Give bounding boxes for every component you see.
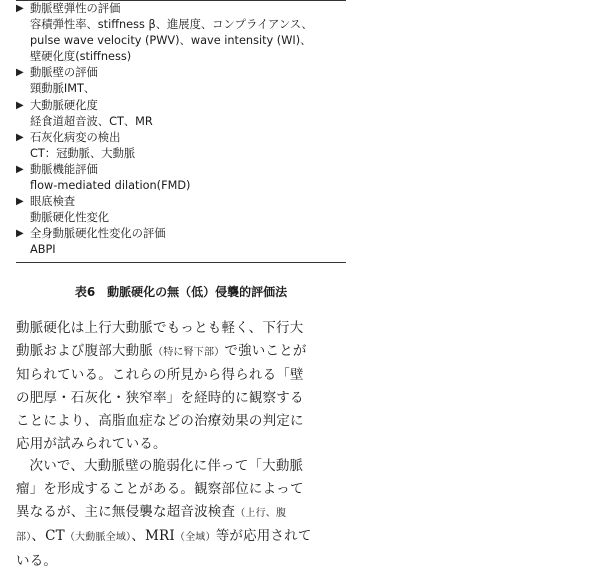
- table-entry: [16, 162, 346, 194]
- entry-heading: 眼底検査: [30, 195, 76, 209]
- paragraph-2-text-b: 、CT: [31, 528, 65, 545]
- entry-heading: 全身動脈硬化性変化の評価: [30, 227, 166, 241]
- arrow-bullet-icon: ▶: [16, 163, 24, 175]
- entry-heading-row: [16, 194, 346, 210]
- arrow-bullet-icon: ▶: [16, 196, 24, 208]
- table-entry: [16, 226, 346, 258]
- paragraph-1: [16, 317, 312, 455]
- table-entry: [16, 1, 346, 65]
- entry-body: ABPI: [30, 243, 56, 257]
- entry-body: flow-mediated dilation(FMD): [30, 179, 191, 193]
- entry-heading-row: [16, 130, 346, 146]
- entry-heading-row: [16, 1, 346, 17]
- arrow-bullet-icon: ▶: [16, 131, 24, 143]
- entry-heading: 石灰化病変の検出: [30, 130, 121, 144]
- entry-heading-row: [16, 162, 346, 178]
- arrow-bullet-icon: ▶: [16, 67, 24, 79]
- table-entry: [16, 65, 346, 97]
- paragraph-1-text-a: 動脈硬化は上行大動脈でもっとも軽く、下行大動脈および腹部大動脈: [16, 320, 304, 359]
- table-entry: [16, 98, 346, 130]
- paragraph-1-note: （特に腎下部）: [153, 346, 225, 358]
- entry-heading: 動脈壁の評価: [30, 66, 98, 80]
- entry-heading: 大動脈硬化度: [30, 98, 98, 112]
- table-entry: [16, 130, 346, 162]
- entry-body: CT：冠動脈、大動脈: [30, 146, 136, 160]
- entry-heading: 動脈機能評価: [30, 162, 98, 176]
- entry-heading-row: [16, 98, 346, 114]
- entry-heading: 動脈壁弾性の評価: [30, 2, 121, 15]
- table-caption: 表6 動脈硬化の無（低）侵襲的評価法: [74, 285, 288, 299]
- entry-body: 動脈硬化性変化: [30, 211, 110, 225]
- entry-body: 頸動脈IMT、: [30, 82, 96, 96]
- table-entry: [16, 194, 346, 226]
- article-body: [16, 317, 312, 573]
- entry-body: 経食道超音波、CT、MR: [30, 114, 153, 128]
- entry-body: 容積弾性率、stiffness β、進展度、コンプライアンス、 pulse wave velocity (PWV)、wave intensity (WI)、 壁硬化度(stiffness): [30, 18, 313, 64]
- paragraph-2-note-3: （全域）: [174, 532, 216, 544]
- paragraph-2-note-2: （大動脈全域）: [64, 532, 132, 544]
- paragraph-2-text-c: 、MRI: [131, 528, 175, 545]
- entry-heading-row: [16, 65, 346, 81]
- arrow-bullet-icon: ▶: [16, 228, 24, 240]
- arrow-bullet-icon: ▶: [16, 3, 24, 14]
- paragraph-2-text-a: 次いで、大動脈壁の脆弱化に伴って「大動脈瘤」を形成することがある。観察部位によって異なるが、主に無侵襲な超音波検査: [16, 458, 304, 520]
- arrow-bullet-icon: ▶: [16, 99, 24, 111]
- table-bottom-rule: [16, 262, 346, 263]
- table-entries: [16, 1, 346, 259]
- entry-heading-row: [16, 226, 346, 242]
- evaluation-table: [16, 0, 346, 263]
- paragraph-2-text-d: 等が応用されている。: [16, 528, 312, 570]
- paragraph-2-note-1: （上行、腹部）: [16, 507, 287, 544]
- paragraph-1-text-b: で強いことが知られている。これらの所見から得られる「壁の肥厚・石灰化・狭窄率」を経時的に観察することにより、高脂血症などの治療効果の判定に応用が試みられている。: [16, 342, 307, 452]
- paragraph-2: [16, 455, 312, 573]
